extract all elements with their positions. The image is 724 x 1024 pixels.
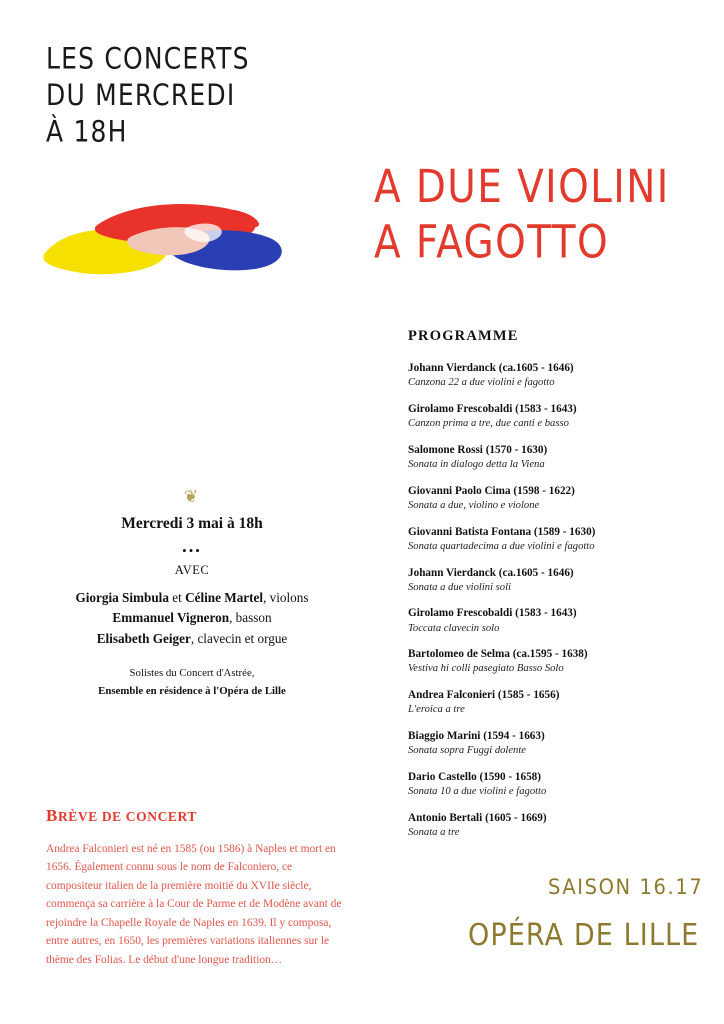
programme-item (408, 566, 708, 595)
dot-separator: ••• (182, 543, 202, 558)
programme-item (408, 361, 708, 390)
performer-role: , basson (229, 610, 272, 626)
breve-title-initial: B (46, 806, 58, 825)
programme-work: Canzona 22 a due violini e fagotto (408, 377, 555, 389)
page-title (374, 160, 704, 270)
programme-item (408, 525, 708, 554)
opera-de-lille-logo: OPÉRA DE LILLE (468, 918, 700, 953)
breve-de-concert-section (46, 806, 346, 969)
breve-title-rest: RÈVE DE CONCERT (57, 809, 197, 824)
programme-composer: Biaggio Marini (1594 - 1663) (408, 730, 545, 743)
performer-role: , violons (263, 590, 309, 605)
performer-name: Elisabeth Geiger (96, 630, 191, 646)
ornament-icon: ❦ (183, 487, 201, 506)
page-title-line-2: A FAGOTTO (374, 216, 610, 269)
ensemble-credit-line-2: Ensemble en résidence à l'Opéra de Lille (98, 684, 286, 697)
programme-item (408, 688, 708, 717)
performer-name: Céline Martel (185, 590, 264, 605)
performer-row (36, 629, 348, 649)
programme-work: Sonata 10 a due violini e fagotto (408, 786, 547, 798)
performer-row (36, 608, 348, 628)
programme-composer: Giovanni Paolo Cima (1598 - 1622) (408, 484, 575, 497)
series-title-line-2: DU MERCREDI (46, 77, 236, 112)
programme-item (408, 729, 708, 758)
programme-heading: PROGRAMME (408, 328, 519, 344)
programme-work: Sonata a due violini soli (408, 581, 511, 593)
series-title-line-1: LES CONCERTS (46, 41, 250, 76)
performer-conjunction: et (168, 590, 186, 605)
programme-item (408, 402, 708, 431)
programme-work: Sonata a due, violino e violone (408, 499, 540, 511)
page-title-line-1: A DUE VIOLINI (374, 161, 670, 214)
programme-work: Sonata a tre (408, 827, 460, 839)
series-title-line-3: À 18H (46, 114, 128, 149)
programme-section (408, 328, 708, 852)
programme-composer: Girolamo Frescobaldi (1583 - 1643) (408, 607, 577, 620)
programme-composer: Salomone Rossi (1570 - 1630) (408, 443, 548, 456)
programme-work: Sonata quartadecima a due violini e fagotto (408, 540, 595, 552)
breve-body-text: Andrea Falconieri est né en 1585 (ou 1586) à Naples et mort en 1656. Également connu sous le nom de Falconiero, ce compositeur italien de la première moitié du XVIIe siècle, commença sa carrière à la Cour de Parme et de Modène avant de rejoindre la Chapelle Royale de Naples en 1639. Il y composa, entre autres, en 1650, les premières variations italiennes sur le thème des Folias. Le début d'une longue tradition… (46, 843, 342, 966)
programme-item (408, 647, 708, 676)
programme-composer: Johann Vierdanck (ca.1605 - 1646) (408, 566, 574, 579)
programme-work: Toccata clavecin solo (408, 622, 500, 634)
concert-details (36, 488, 348, 700)
ensemble-credit (36, 665, 348, 700)
programme-composer: Antonio Bertali (1605 - 1669) (408, 811, 547, 824)
programme-composer: Dario Castello (1590 - 1658) (408, 771, 541, 784)
brush-painting-reclining-figure (36, 192, 298, 288)
series-title (46, 40, 306, 150)
with-label: AVEC (174, 563, 210, 577)
performer-role: , clavecin et orgue (190, 630, 288, 646)
programme-item (408, 811, 708, 840)
programme-composer: Girolamo Frescobaldi (1583 - 1643) (408, 402, 577, 415)
performer-row (36, 588, 348, 608)
performer-name: Emmanuel Vigneron (112, 610, 230, 626)
programme-work: Canzon prima a tre, due canti e basso (408, 418, 569, 430)
season-label: SAISON 16.17 (548, 874, 704, 900)
programme-composer: Giovanni Batista Fontana (1589 - 1630) (408, 525, 596, 538)
breve-title (46, 806, 346, 826)
programme-item (408, 770, 708, 799)
programme-item (408, 484, 708, 513)
programme-item (408, 606, 708, 635)
concert-date: Mercredi 3 mai à 18h (121, 515, 263, 532)
programme-item (408, 443, 708, 472)
programme-composer: Johann Vierdanck (ca.1605 - 1646) (408, 362, 574, 374)
performer-name: Giorgia Simbula (75, 590, 169, 605)
programme-work: Vestiva hi colli pasegiato Basso Solo (408, 663, 564, 675)
programme-work: Sonata in dialogo detta la Viena (408, 458, 545, 470)
programme-work: Sonata sopra Fuggi dolente (408, 745, 526, 757)
ensemble-credit-line-1: Solistes du Concert d'Astrée, (129, 667, 255, 680)
programme-composer: Andrea Falconieri (1585 - 1656) (408, 689, 560, 702)
programme-work: L'eroica a tre (408, 704, 465, 716)
programme-composer: Bartolomeo de Selma (ca.1595 - 1638) (408, 648, 588, 661)
